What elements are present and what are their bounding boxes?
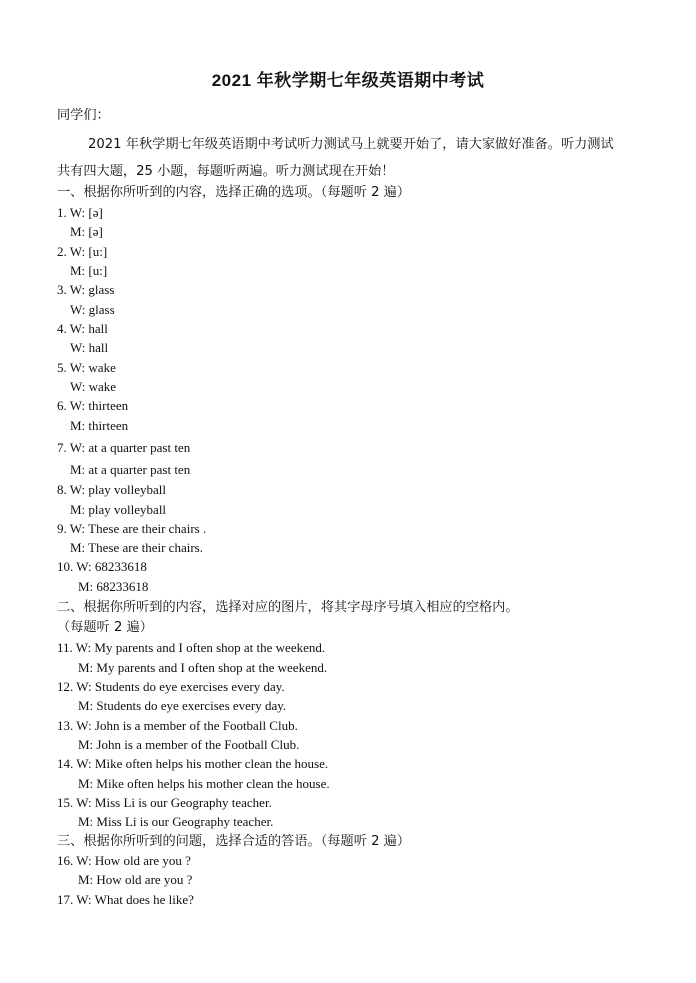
script-line: W: glass [70,302,115,317]
script-line: M: thirteen [70,418,129,433]
script-line: 17. W: What does he like? [57,892,194,907]
section-2-heading: 二、根据你所听到的内容，选择对应的图片，将其字母序号填入相应的空格内。 [57,600,519,615]
script-line: M: 68233618 [78,579,149,594]
script-line: 2. W: [u:] [57,244,108,259]
script-line: 1. W: [ə] [57,205,103,220]
script-line: M: at a quarter past ten [70,462,191,477]
script-line: 8. W: play volleyball [57,482,167,497]
script-line: M: How old are you ? [78,872,193,887]
script-line: 10. W: 68233618 [57,559,147,574]
greeting: 同学们： [57,108,110,123]
script-line: 6. W: thirteen [57,398,129,413]
script-line: 11. W: My parents and I often shop at the weekend. [57,640,326,655]
script-line: 12. W: Students do eye exercises every day. [57,679,285,694]
script-line: 15. W: Miss Li is our Geography teacher. [57,795,272,810]
script-line: 7. W: at a quarter past ten [57,440,191,455]
section-1-heading: 一、根据你所听到的内容，选择正确的选项。（每题听 2 遍） [57,185,411,200]
intro-line-1: 2021 年秋学期七年级英语期中考试听力测试马上就要开始了，请大家做好准备。听力测试 [88,137,614,152]
section-3-heading: 三、根据你所听到的问题，选择合适的答语。（每题听 2 遍） [57,834,411,849]
intro-line-2: 共有四大题，25 小题，每题听两遍。听力测试现在开始！ [57,164,395,179]
script-line: M: play volleyball [70,502,167,517]
script-line: 9. W: These are their chairs . [57,521,207,536]
script-line: W: wake [70,379,117,394]
script-line: 5. W: wake [57,360,116,375]
script-line: W: hall [70,340,109,355]
script-line: 3. W: glass [57,282,115,297]
script-line: M: [u:] [70,263,108,278]
script-line: M: John is a member of the Football Club. [78,737,300,752]
script-line: 13. W: John is a member of the Football Club. [57,718,298,733]
script-line: M: These are their chairs. [70,540,203,555]
script-line: 4. W: hall [57,321,108,336]
script-line: M: [ə] [70,224,103,239]
script-line: M: Mike often helps his mother clean the house. [78,776,330,791]
script-line: 16. W: How old are you ? [57,853,191,868]
script-line: M: My parents and I often shop at the weekend. [78,660,328,675]
script-line: M: Students do eye exercises every day. [78,698,287,713]
script-line: 14. W: Mike often helps his mother clean the house. [57,756,329,771]
script-line: M: Miss Li is our Geography teacher. [78,814,274,829]
section-2-note: （每题听 2 遍） [57,620,153,635]
page-title: 2021 年秋学期七年级英语期中考试 [211,71,485,90]
